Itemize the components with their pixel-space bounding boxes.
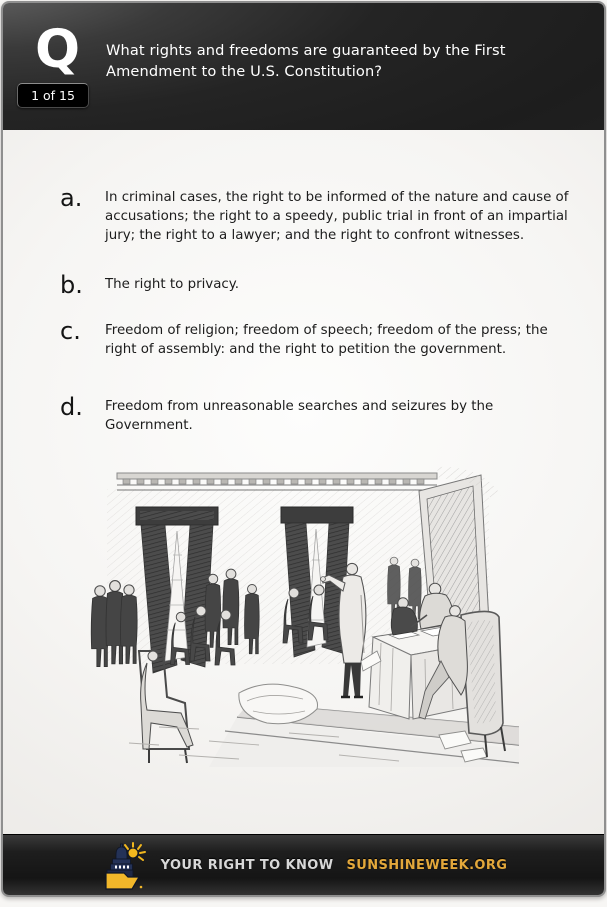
sunshine-week-logo-icon xyxy=(100,840,148,890)
question-q-icon: Q xyxy=(35,19,81,80)
question-header xyxy=(3,3,604,130)
option-text-b: The right to privacy. xyxy=(105,277,240,292)
footer-tagline: YOUR RIGHT TO KNOW xyxy=(160,857,334,873)
option-letter-a: a. xyxy=(60,184,83,212)
option-letter-c: c. xyxy=(60,317,81,345)
footer-bar xyxy=(3,834,604,895)
question-text: What rights and freedoms are guaranteed by the First Amendment to the U.S. Constitution? xyxy=(106,42,506,80)
question-counter-badge: 1 of 15 xyxy=(17,83,89,108)
option-text-c: Freedom of religion; freedom of speech; freedom of the press; the right of assembly: and the right to petition the government. xyxy=(105,323,548,357)
quiz-card xyxy=(1,1,606,897)
option-letter-b: b. xyxy=(60,271,83,299)
answer-option-c[interactable] xyxy=(60,319,604,359)
sunshineweek-link[interactable]: SUNSHINEWEEK.ORG xyxy=(346,857,508,873)
answer-area xyxy=(3,130,604,837)
option-letter-d: d. xyxy=(60,393,83,421)
answer-option-b[interactable] xyxy=(60,273,604,297)
option-text-d: Freedom from unreasonable searches and seizures by the Government. xyxy=(105,399,494,433)
answer-option-a[interactable] xyxy=(60,186,604,245)
answer-option-d[interactable] xyxy=(60,395,604,435)
constitution-signing-illustration xyxy=(89,465,519,767)
option-text-a: In criminal cases, the right to be informed of the nature and cause of accusations; the right to a speedy, public trial in front of an impartial jury; the right to a lawyer; and the right to confront witnesses. xyxy=(105,190,569,243)
